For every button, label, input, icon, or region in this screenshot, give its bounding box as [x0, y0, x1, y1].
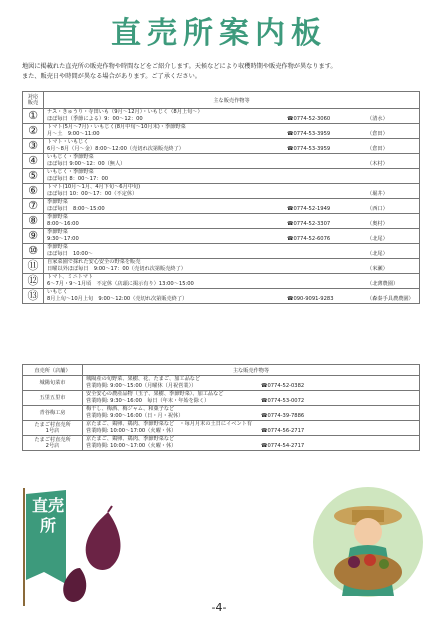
row-hours: ほぼ毎日 8:00～15:00 [47, 206, 105, 212]
shop-row [23, 391, 420, 406]
page-title: 直売所案内板 [111, 16, 327, 51]
row-number: ⑦ [23, 199, 44, 214]
table2-head-shop: 直売所（店舗） [23, 365, 83, 376]
row-hours: 8月上旬～10月上旬 9:00～12:00（売切れ次第販売終了） [47, 296, 188, 302]
row-description [44, 184, 420, 199]
flag-text: 直売所 [31, 496, 64, 535]
intro-line-2: また、販売日や時間が異なる場合があります。ご了承ください。 [22, 73, 201, 80]
farm-stand-row [23, 169, 420, 184]
row-description [44, 199, 420, 214]
shop-name: 五里五里市 [23, 391, 83, 406]
row-description [44, 244, 420, 259]
row-hours: ほぼ毎日（季節による）9：00～12：00 [47, 116, 143, 122]
shop-info [83, 421, 420, 436]
page-number: -4- [211, 601, 227, 614]
row-number: ⑧ [23, 214, 44, 229]
row-number: ⑬ [23, 289, 44, 304]
row-hours: 月～土 9:00～11:00 [47, 131, 100, 137]
farm-stand-row [23, 199, 420, 214]
row-phone: ☎0774-53-3959 [287, 131, 331, 137]
shop-hours: 営業時間: 10:00～17:00（火曜・休） [86, 443, 177, 449]
shop-name: 青谷梅工房 [23, 406, 83, 421]
shop-hours: 営業時間: 9:30～16:00 毎日（年末・年始を除く） [86, 398, 210, 404]
row-description [44, 259, 420, 274]
shop-info [83, 406, 420, 421]
farm-stand-row [23, 109, 420, 124]
row-description [44, 229, 420, 244]
row-description [44, 124, 420, 139]
table1-head-no: 対応 販売 [23, 92, 44, 109]
row-description [44, 109, 420, 124]
farm-stand-row [23, 229, 420, 244]
row-number: ⑪ [23, 259, 44, 274]
row-description [44, 139, 420, 154]
row-description [44, 289, 420, 304]
row-products: 季節野菜 [47, 199, 68, 205]
row-phone: ☎0774-53-3959 [287, 146, 331, 152]
row-owner: （北尾） [367, 236, 388, 242]
shop-products: 京たまご、鶏卵、鶏肉、季節野菜など ・毎月月末の土日にイベント有 [86, 421, 253, 427]
shop-phone: ☎0774-53-0072 [261, 398, 305, 404]
row-owner: （清水） [367, 116, 388, 122]
row-number: ⑫ [23, 274, 44, 289]
row-description [44, 154, 420, 169]
row-products: いもじく・季節野菜 [47, 154, 94, 160]
row-owner: （米瀬） [367, 266, 388, 272]
shop-name: 城陽旬菜市 [23, 376, 83, 391]
shop-info [83, 436, 420, 451]
shop-hours: 営業時間: 9:00～15:00（月曜休（月祝営業）） [86, 383, 197, 389]
row-products: 季節野菜 [47, 214, 68, 220]
shop-row [23, 406, 420, 421]
row-owner: （西口） [367, 206, 388, 212]
row-products: トマト、ミニトマト [47, 274, 94, 280]
row-phone: ☎0774-52-6076 [287, 236, 331, 242]
shop-table [22, 364, 420, 451]
row-number: ⑥ [23, 184, 44, 199]
shop-name: たまご村直売所 2号店 [23, 436, 83, 451]
row-products: 季節野菜 [47, 244, 68, 250]
shop-info [83, 376, 420, 391]
row-owner: （北薄農園） [367, 281, 399, 287]
row-hours: ほぼ毎日 10:00～ [47, 251, 94, 257]
row-products: 自家菜園で採れた安心安全の野菜を販売 [47, 259, 141, 265]
farm-stand-row [23, 214, 420, 229]
row-owner: （森秦手具農農園） [367, 296, 414, 302]
row-number: ① [23, 109, 44, 124]
row-hours: ほぼ毎日 9:00～12：00（無人） [47, 161, 126, 167]
row-hours: 日曜以外ほぼ毎日 9:00～17：00（売切れ次第販売終了） [47, 266, 186, 272]
row-products: いもじく [47, 289, 68, 295]
row-owner: （北尾） [367, 251, 388, 257]
farm-stand-row [23, 154, 420, 169]
row-hours: 8:00～16:00 [47, 221, 79, 227]
shop-row [23, 436, 420, 451]
row-owner: （木村） [367, 161, 388, 167]
shop-phone: ☎0774-39-7886 [261, 413, 305, 419]
farm-stand-row [23, 184, 420, 199]
farm-stand-row [23, 139, 420, 154]
row-number: ② [23, 124, 44, 139]
shop-products: 安全安心の農産品物（玉子、果樹、季節野菜）、加工品など [86, 391, 224, 397]
shop-hours: 営業時間: 10:00～17:00（火曜・休） [86, 428, 177, 434]
row-products: いもじく・季節野菜 [47, 169, 94, 175]
row-phone: ☎0774-52-3307 [287, 221, 331, 227]
flag-and-fig-illustration [4, 488, 134, 608]
row-number: ④ [23, 154, 44, 169]
row-number: ⑤ [23, 169, 44, 184]
shop-phone: ☎0774-52-0382 [261, 383, 305, 389]
shop-phone: ☎0774-54-2717 [261, 443, 305, 449]
shop-products: 梅干し、梅酒、梅ジャム、和菓子など [86, 406, 175, 412]
shop-hours: 営業時間: 9:00～16:00（日・月・祝休） [86, 413, 184, 419]
row-owner: （奥村） [367, 221, 388, 227]
farm-stand-row [23, 124, 420, 139]
farm-stand-row [23, 244, 420, 259]
row-description [44, 274, 420, 289]
intro-text [22, 62, 422, 82]
farm-stand-row [23, 274, 420, 289]
shop-info [83, 391, 420, 406]
intro-line-1: 地図に掲載れた直売所の販売作物や時間などをご紹介します。天候などにより収穫時期や販売作物が異なります。 [22, 63, 337, 70]
row-description [44, 214, 420, 229]
row-owner: （倉田） [367, 131, 388, 137]
table1-head-main: 主な販売作物等 [44, 92, 420, 109]
shop-products: 京たまご、鶏卵、鶏肉、季節野菜など [86, 436, 175, 442]
shop-phone: ☎0774-56-2717 [261, 428, 305, 434]
row-hours: ほぼ毎日 8：00～17：00 [47, 176, 109, 182]
farm-stand-row [23, 259, 420, 274]
farm-stand-row [23, 289, 420, 304]
shop-name: たまご村直売所 1号店 [23, 421, 83, 436]
row-products: 季節野菜 [47, 229, 68, 235]
row-hours: 6～7月・9～1月頃 不定休（店頭に掲示有り）13:00～15:00 [47, 281, 194, 287]
table2-head-main: 主な販売作物等 [83, 365, 420, 376]
shop-row [23, 421, 420, 436]
shop-row [23, 376, 420, 391]
row-owner: （堀井） [367, 191, 388, 197]
row-hours: 6月～8月（月～金）8:00～12:00（売切れ次第販売終了） [47, 146, 184, 152]
row-phone: ☎0774-52-3060 [287, 116, 331, 122]
row-products: トマト・いもじく [47, 139, 89, 145]
row-products: トマト(5月～7月)・いもじく(8月中旬～10月末)・季節野菜 [47, 124, 186, 130]
row-hours: ほぼ毎日 10：00～17：00（不定休） [47, 191, 138, 197]
row-number: ⑩ [23, 244, 44, 259]
row-phone: ☎0774-52-1949 [287, 206, 331, 212]
row-number: ③ [23, 139, 44, 154]
row-products: ナス・きゅうり・寺田いも（9月～12月）・いもじく（8月上旬～） [47, 109, 203, 115]
row-hours: 9:30～17:00 [47, 236, 79, 242]
row-description [44, 169, 420, 184]
row-owner: （倉田） [367, 146, 388, 152]
shop-products: 城陽産の旬野菜、果樹、花、たまご、加工品など [86, 376, 201, 382]
farmer-illustration [310, 486, 426, 598]
row-number: ⑨ [23, 229, 44, 244]
row-phone: ☎090-9091-9283 [287, 296, 334, 302]
farm-stand-table [22, 91, 420, 304]
row-products: トマト(10月～1月、4月下旬～6月中旬) [47, 184, 141, 190]
